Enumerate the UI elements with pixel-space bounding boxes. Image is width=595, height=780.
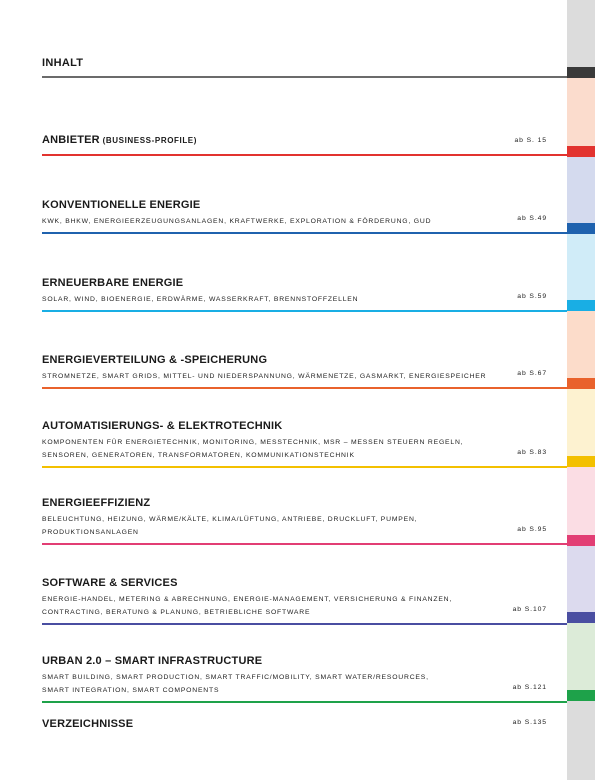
subtopic-line: ENERGIE-HANDEL, METERING & ABRECHNUNG, ENERGIE-MANAGEMENT, VERSICHERUNG & FINANZEN, (42, 596, 453, 603)
section-subtopics (42, 370, 567, 383)
section-page-ref: ab S.67 (517, 370, 547, 377)
section-subtopics (42, 436, 567, 462)
section-divider (42, 387, 567, 389)
subtopic-line: SOLAR, WIND, BIOENERGIE, ERDWÄRME, WASSERKRAFT, BRENNSTOFFZELLEN (42, 296, 359, 303)
side-tab-light (567, 234, 595, 300)
section-heading-text: VERZEICHNISSE (42, 718, 134, 730)
toc-section[interactable] (42, 199, 567, 228)
section-heading-text: SOFTWARE & SERVICES (42, 577, 178, 589)
section-divider (42, 543, 567, 545)
section-heading-text: ENERGIEVERTEILUNG & -SPEICHERUNG (42, 354, 268, 366)
toc-section[interactable] (42, 655, 567, 697)
section-page-ref: ab S.135 (512, 719, 547, 726)
section-heading-note: (BUSINESS-PROFILE) (99, 136, 198, 145)
toc-section[interactable] (42, 718, 567, 731)
side-tab-light (567, 546, 595, 612)
subtopic-line: KOMPONENTEN FÜR ENERGIETECHNIK, MONITORING, MESSTECHNIK, MSR – MESSEN STEUERN REGELN, (42, 439, 464, 446)
page-title: INHALT (42, 57, 84, 69)
section-heading-text: URBAN 2.0 – SMART INFRASTRUCTURE (42, 655, 263, 667)
toc-section[interactable] (42, 134, 567, 147)
toc-section[interactable] (42, 497, 567, 539)
toc-section[interactable] (42, 577, 567, 619)
section-divider (42, 154, 567, 156)
subtopic-line: STROMNETZE, SMART GRIDS, MITTEL- UND NIEDERSPANNUNG, WÄRMENETZE, GASMARKT, ENERGIESPEICHER (42, 373, 487, 380)
toc-section[interactable] (42, 354, 567, 383)
section-subtopics (42, 215, 567, 228)
side-tab-marker[interactable] (567, 67, 595, 78)
section-heading (42, 577, 567, 590)
subtopic-line: SMART INTEGRATION, SMART COMPONENTS (42, 687, 220, 694)
side-tab-marker[interactable] (567, 146, 595, 157)
section-heading (42, 199, 567, 212)
side-tab-marker[interactable] (567, 378, 595, 389)
section-divider (42, 232, 567, 234)
section-heading (42, 134, 567, 147)
side-tab-light (567, 311, 595, 378)
section-divider (42, 701, 567, 703)
section-page-ref: ab S. 15 (514, 137, 547, 144)
section-subtopics (42, 513, 567, 539)
section-heading (42, 497, 567, 510)
side-tab-marker[interactable] (567, 690, 595, 701)
section-divider (42, 623, 567, 625)
side-tab-light (567, 623, 595, 690)
side-tab-light (567, 78, 595, 146)
section-page-ref: ab S.95 (517, 526, 547, 533)
side-tab-marker[interactable] (567, 456, 595, 467)
section-heading-text: ENERGIEEFFIZIENZ (42, 497, 151, 509)
section-heading-text: ERNEUERBARE ENERGIE (42, 277, 184, 289)
side-tab-light (567, 157, 595, 223)
section-subtopics (42, 593, 567, 619)
section-subtopics (42, 671, 567, 697)
side-tab-marker[interactable] (567, 223, 595, 234)
side-tab-light (567, 0, 595, 67)
side-tab-light (567, 467, 595, 535)
title-divider (42, 76, 567, 78)
section-heading (42, 655, 567, 668)
subtopic-line: BELEUCHTUNG, HEIZUNG, WÄRME/KÄLTE, KLIMA/LÜFTUNG, ANTRIEBE, DRUCKLUFT, PUMPEN, (42, 516, 418, 523)
section-heading (42, 354, 567, 367)
toc-section[interactable] (42, 277, 567, 306)
section-page-ref: ab S.121 (512, 684, 547, 691)
subtopic-line: SENSOREN, GENERATOREN, TRANSFORMATOREN, KOMMUNIKATIONSTECHNIK (42, 452, 355, 459)
section-heading (42, 420, 567, 433)
side-tab-light (567, 701, 595, 780)
side-tab-bar (567, 0, 595, 780)
section-page-ref: ab S.107 (512, 606, 547, 613)
side-tab-marker[interactable] (567, 300, 595, 311)
section-heading-text: AUTOMATISIERUNGS- & ELEKTROTECHNIK (42, 420, 283, 432)
section-page-ref: ab S.49 (517, 215, 547, 222)
section-page-ref: ab S.83 (517, 449, 547, 456)
section-heading (42, 718, 567, 731)
side-tab-marker[interactable] (567, 612, 595, 623)
subtopic-line: PRODUKTIONSANLAGEN (42, 529, 139, 536)
section-page-ref: ab S.59 (517, 293, 547, 300)
section-divider (42, 466, 567, 468)
section-heading (42, 277, 567, 290)
subtopic-line: CONTRACTING, BERATUNG & PLANUNG, BETRIEBLICHE SOFTWARE (42, 609, 311, 616)
section-subtopics (42, 293, 567, 306)
side-tab-marker[interactable] (567, 535, 595, 546)
side-tab-light (567, 389, 595, 456)
section-heading-text: KONVENTIONELLE ENERGIE (42, 199, 201, 211)
subtopic-line: SMART BUILDING, SMART PRODUCTION, SMART TRAFFIC/MOBILITY, SMART WATER/RESOURCES, (42, 674, 429, 681)
subtopic-line: KWK, BHKW, ENERGIEERZEUGUNGSANLAGEN, KRAFTWERKE, EXPLORATION & FÖRDERUNG, GUD (42, 218, 432, 225)
toc-section[interactable] (42, 420, 567, 462)
section-heading-text: ANBIETER (42, 134, 100, 146)
section-divider (42, 310, 567, 312)
